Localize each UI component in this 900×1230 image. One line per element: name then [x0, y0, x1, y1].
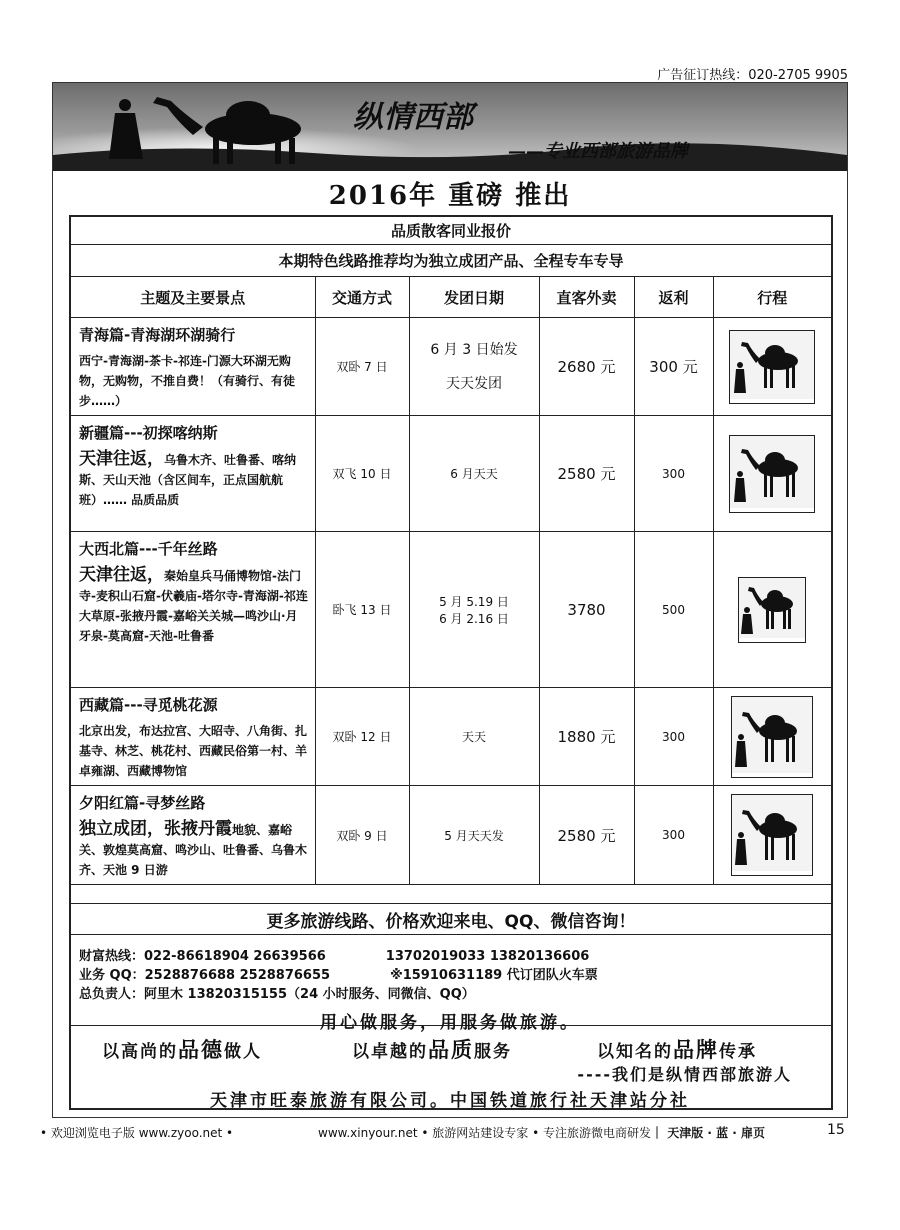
header-banner [53, 83, 847, 171]
route-grid [71, 277, 831, 885]
col-header-transport: 交通方式 [315, 277, 409, 318]
camel-thumbnail-image [729, 330, 815, 404]
camel-thumbnail-image [729, 435, 815, 513]
route-price: 1880 元 [539, 688, 634, 786]
contact-line-qq [79, 966, 829, 985]
table-row [71, 318, 831, 416]
route-lead: 天津往返， [79, 565, 164, 585]
footer-right [318, 1124, 765, 1141]
route-transport: 双飞 10 日 [315, 416, 409, 532]
route-lead: 独立成团，张掖丹霞 [79, 819, 232, 839]
table-band-subtitle: 本期特色线路推荐均为独立成团产品、全程专车专导 [71, 245, 831, 277]
page-number: 15 [827, 1122, 845, 1138]
footer-edition: ｜ 天津版 · 蓝 · 扉页 [651, 1126, 766, 1140]
motto-brand-pre: 以知名的 [597, 1042, 673, 1062]
route-lead: 天津往返， [79, 449, 164, 469]
col-header-date: 发团日期 [409, 277, 539, 318]
route-price: 2580 元 [539, 416, 634, 532]
route-price: 2680 元 [539, 318, 634, 416]
route-text-body: 秦始皇兵马俑博物馆-法门寺-麦积山石窟-伏羲庙-塔尔寺-青海湖-祁连大草原-张掖丹霞-嘉峪关关城—鸣沙山·月牙泉-莫高窟-天池-吐鲁番 [79, 569, 308, 643]
camel-thumbnail-image [738, 577, 806, 643]
motto-brand-key: 品牌 [673, 1038, 719, 1062]
route-date-line2: 天天发团 [446, 375, 502, 392]
table-row [71, 786, 831, 885]
route-transport: 卧飞 13 日 [315, 532, 409, 688]
table-header-row [71, 277, 831, 318]
hotline-numbers: 财富热线：022-86618904 26639566 [79, 949, 326, 964]
route-text [79, 449, 309, 510]
itinerary-thumbnail[interactable] [713, 532, 831, 688]
motto-virtue-key: 品德 [178, 1038, 224, 1062]
brand-logo-text: 纵情西部 [353, 100, 473, 135]
route-date-line2: 6 月 2.16 日 [439, 611, 509, 626]
route-rebate: 300 [634, 786, 713, 885]
route-date-line1: 5 月 5.19 日 [439, 594, 509, 609]
table-row [71, 688, 831, 786]
motto-quality [352, 1034, 512, 1064]
qq-numbers: 业务 QQ：2528876688 2528876655 [79, 968, 331, 983]
route-transport: 双卧 9 日 [315, 786, 409, 885]
footer-left[interactable]: • 欢迎浏览电子版 www.zyoo.net • [40, 1126, 234, 1140]
price-table [69, 215, 833, 1110]
table-row [71, 532, 831, 688]
motto-brand [597, 1034, 757, 1064]
route-rebate: 300 元 [634, 318, 713, 416]
route-description [71, 416, 315, 532]
itinerary-thumbnail[interactable] [713, 416, 831, 532]
route-title: 青海篇-青海湖环湖骑行 [79, 326, 236, 344]
contact-line-manager: 总负责人：阿里木 13820315155（24 小时服务、同微信、QQ） [79, 987, 475, 1002]
col-header-itinerary: 行程 [713, 277, 831, 318]
headline: 2016年 重磅 推出 [328, 181, 572, 211]
contact-line-hotline [79, 947, 829, 966]
route-date: 6 月天天 [409, 416, 539, 532]
motto-quality-post: 服务 [474, 1042, 512, 1062]
route-text-body: 乌鲁木齐、吐鲁番、喀纳斯、天山天池（含区间车，正点国航航班）…… 品质品质 [79, 453, 297, 507]
itinerary-thumbnail[interactable] [713, 318, 831, 416]
motto-virtue-post: 做人 [224, 1042, 262, 1062]
route-date: 天天 [409, 688, 539, 786]
table-row [71, 416, 831, 532]
route-date [409, 532, 539, 688]
col-header-theme: 主题及主要景点 [71, 277, 315, 318]
desert-banner-image [53, 83, 847, 171]
motto-quality-key: 品质 [428, 1038, 474, 1062]
motto-virtue-pre: 以高尚的 [102, 1042, 178, 1062]
footer-site-link[interactable]: www.xinyour.net • 旅游网站建设专家 • 专注旅游微电商研发 [318, 1126, 652, 1140]
more-routes-banner: 更多旅游线路、价格欢迎来电、QQ、微信咨询！ [71, 903, 831, 935]
ad-hotline: 广告征订热线：020-2705 9905 [657, 68, 848, 83]
route-description [71, 786, 315, 885]
route-text [79, 565, 309, 646]
contact-block [79, 947, 829, 1004]
train-ticket-note: ※15910631189 代订团队火车票 [390, 968, 598, 983]
route-title: 新疆篇---初探喀纳斯 [79, 424, 218, 442]
company-names: 天津市旺泰旅游有限公司。中国铁道旅行社天津站分社 [210, 1091, 690, 1111]
motto-quality-pre: 以卓越的 [352, 1042, 428, 1062]
route-transport: 双卧 7 日 [315, 318, 409, 416]
itinerary-thumbnail[interactable] [713, 688, 831, 786]
camel-thumbnail-image [731, 794, 813, 876]
brand-tagline: ——专业西部旅游品牌 [508, 141, 688, 162]
route-date-line1: 6 月 3 日始发 [430, 341, 518, 358]
col-header-rebate: 返利 [634, 277, 713, 318]
route-rebate: 500 [634, 532, 713, 688]
route-text [79, 819, 309, 880]
route-text: 北京出发，布达拉宫、大昭寺、八角街、扎基寺、林芝、桃花村、西藏民俗第一村、羊卓雍湖、西藏博物馆 [79, 724, 308, 778]
route-text-body: 地貌、嘉峪关、敦煌莫高窟、鸣沙山、吐鲁番、乌鲁木齐、天池 9 日游 [79, 823, 308, 877]
route-title: 大西北篇---千年丝路 [79, 540, 218, 558]
table-band-title: 品质散客同业报价 [71, 217, 831, 245]
camel-thumbnail-image [731, 696, 813, 778]
motto-line1: 用心做服务，用服务做旅游。 [320, 1013, 580, 1033]
route-rebate: 300 [634, 688, 713, 786]
motto-signature: ----我们是纵情西部旅游人 [577, 1065, 792, 1084]
route-rebate: 300 [634, 416, 713, 532]
route-price: 3780 [539, 532, 634, 688]
route-text: 西宁-青海湖-茶卡-祁连-门源大环湖无购物，无购物，不推自费！（有骑行、有徒步……） [79, 354, 296, 408]
route-transport: 双卧 12 日 [315, 688, 409, 786]
route-description [71, 318, 315, 416]
page-frame [52, 82, 848, 1118]
route-price: 2580 元 [539, 786, 634, 885]
route-description [71, 532, 315, 688]
motto-virtue [102, 1034, 262, 1064]
route-description [71, 688, 315, 786]
route-title: 西藏篇---寻觅桃花源 [79, 696, 218, 714]
route-date [409, 318, 539, 416]
mobile-numbers: 13702019033 13820136606 [385, 949, 590, 964]
motto-brand-post: 传承 [719, 1042, 757, 1062]
itinerary-thumbnail[interactable] [713, 786, 831, 885]
route-title: 夕阳红篇-寻梦丝路 [79, 794, 206, 812]
col-header-price: 直客外卖 [539, 277, 634, 318]
route-date: 5 月天天发 [409, 786, 539, 885]
